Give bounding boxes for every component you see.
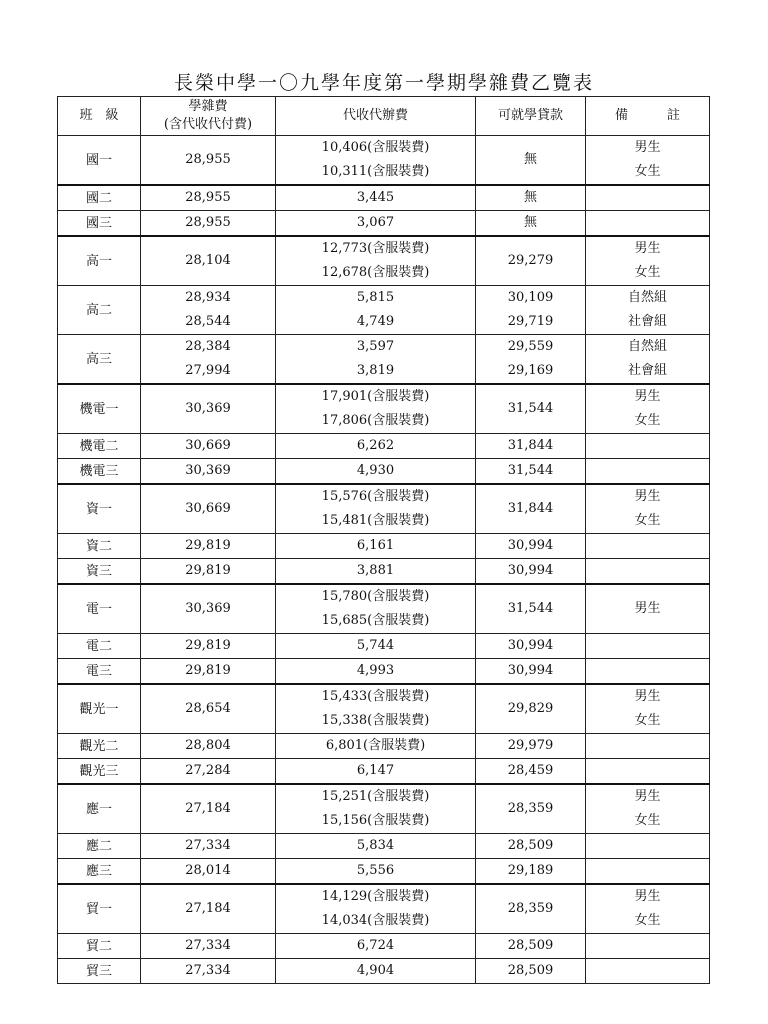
notes-cell xyxy=(586,834,710,859)
tuition-cell xyxy=(141,286,276,335)
tuition-cell xyxy=(141,834,276,859)
agency-cell-line: 3,881 xyxy=(356,563,395,578)
notes-cell-line: 女生 xyxy=(634,513,661,528)
notes-cell-line xyxy=(586,834,709,858)
table-row xyxy=(58,236,710,286)
header-row xyxy=(58,97,710,136)
agency-cell xyxy=(276,335,476,385)
agency-cell-line: 4,904 xyxy=(356,963,395,978)
table-row xyxy=(58,484,710,534)
agency-cell-line: 14,129(含服裝費) xyxy=(321,889,430,904)
loan-cell-line: 28,509 xyxy=(507,838,554,853)
table-row xyxy=(58,584,710,634)
tuition-cell-line: 28,544 xyxy=(185,314,231,329)
tuition-cell-line: 27,184 xyxy=(185,801,231,816)
loan-cell xyxy=(476,584,586,634)
class-cell: 國二 xyxy=(58,185,141,211)
notes-cell-line: 自然組 xyxy=(627,290,667,305)
loan-cell-line: 31,844 xyxy=(507,438,554,453)
agency-cell-line: 15,251(含服裝費) xyxy=(321,789,430,804)
tuition-cell xyxy=(141,884,276,934)
loan-cell xyxy=(476,859,586,885)
loan-cell xyxy=(476,634,586,659)
table-row xyxy=(58,959,710,984)
class-cell: 機電三 xyxy=(58,459,141,485)
loan-cell-line: 31,844 xyxy=(507,501,554,516)
tuition-cell xyxy=(141,335,276,385)
notes-cell xyxy=(586,384,710,434)
agency-cell-line: 15,780(含服裝費) xyxy=(321,589,430,604)
notes-cell-line xyxy=(586,734,709,758)
loan-cell-line: 30,994 xyxy=(507,638,554,653)
agency-cell-line: 5,744 xyxy=(356,638,395,653)
agency-cell-line: 15,685(含服裝費) xyxy=(321,613,430,628)
agency-cell-line: 6,147 xyxy=(356,763,395,778)
notes-cell-line: 男生 xyxy=(634,689,661,704)
notes-cell xyxy=(586,884,710,934)
notes-cell-line xyxy=(586,634,709,658)
tuition-cell xyxy=(141,211,276,237)
tuition-cell-line: 28,014 xyxy=(185,863,231,878)
agency-cell-line: 6,801(含服裝費) xyxy=(325,738,426,753)
notes-cell-line: 社會組 xyxy=(627,363,667,378)
class-cell: 高三 xyxy=(58,335,141,385)
header-agency: 代收代辦費 xyxy=(276,97,476,136)
loan-cell-line: 29,719 xyxy=(507,314,554,329)
tuition-cell-line: 28,955 xyxy=(185,215,231,230)
table-row xyxy=(58,834,710,859)
table-row xyxy=(58,759,710,785)
table-row xyxy=(58,734,710,759)
notes-cell xyxy=(586,859,710,885)
tuition-cell-line: 30,369 xyxy=(185,463,231,478)
notes-cell-line: 女生 xyxy=(634,913,661,928)
tuition-cell-line: 29,819 xyxy=(185,563,231,578)
loan-cell-line: 無 xyxy=(523,190,537,205)
agency-cell-line: 3,597 xyxy=(356,339,395,354)
notes-cell-line: 男生 xyxy=(634,489,661,504)
notes-cell xyxy=(586,459,710,485)
notes-cell-line: 男生 xyxy=(634,389,661,404)
class-cell: 資一 xyxy=(58,484,141,534)
tuition-cell-line: 28,654 xyxy=(185,701,231,716)
notes-cell xyxy=(586,185,710,211)
fee-table-body xyxy=(58,136,710,984)
loan-cell xyxy=(476,484,586,534)
notes-cell-line: 女生 xyxy=(634,164,661,179)
tuition-cell xyxy=(141,859,276,885)
header-tuition xyxy=(141,97,276,136)
tuition-cell-line: 28,384 xyxy=(185,339,231,354)
notes-cell xyxy=(586,659,710,685)
notes-cell-line xyxy=(586,659,709,683)
class-cell: 機電一 xyxy=(58,384,141,434)
tuition-cell xyxy=(141,959,276,984)
loan-cell xyxy=(476,211,586,237)
loan-cell-line: 29,189 xyxy=(507,863,554,878)
agency-cell xyxy=(276,634,476,659)
class-cell: 資三 xyxy=(58,559,141,585)
agency-cell-line: 3,067 xyxy=(356,215,395,230)
agency-cell xyxy=(276,459,476,485)
agency-cell xyxy=(276,384,476,434)
table-row xyxy=(58,684,710,734)
tuition-cell-line: 30,669 xyxy=(185,501,231,516)
tuition-cell-line: 28,104 xyxy=(185,253,231,268)
notes-cell-line xyxy=(586,559,709,583)
agency-cell xyxy=(276,286,476,335)
class-cell: 電二 xyxy=(58,634,141,659)
agency-cell-line: 4,993 xyxy=(356,663,395,678)
class-cell: 觀光三 xyxy=(58,759,141,785)
tuition-cell-line: 27,284 xyxy=(185,763,231,778)
table-row xyxy=(58,335,710,385)
loan-cell-line: 30,994 xyxy=(507,663,554,678)
tuition-cell xyxy=(141,185,276,211)
class-cell: 應二 xyxy=(58,834,141,859)
loan-cell-line: 29,559 xyxy=(507,339,554,354)
notes-cell-line xyxy=(586,759,709,783)
agency-cell xyxy=(276,534,476,559)
notes-cell xyxy=(586,211,710,237)
tuition-cell-line: 29,819 xyxy=(185,638,231,653)
agency-cell-line: 15,481(含服裝費) xyxy=(321,513,430,528)
agency-cell xyxy=(276,759,476,785)
table-row xyxy=(58,634,710,659)
loan-cell-line: 28,359 xyxy=(507,801,554,816)
notes-cell-line xyxy=(586,434,709,458)
class-cell: 應一 xyxy=(58,784,141,834)
tuition-cell-line: 30,369 xyxy=(185,401,231,416)
agency-cell-line: 3,819 xyxy=(356,363,395,378)
agency-cell xyxy=(276,584,476,634)
header-tuition-line2: (含代收代付費) xyxy=(163,117,253,132)
fee-table xyxy=(57,96,710,984)
tuition-cell xyxy=(141,434,276,459)
agency-cell xyxy=(276,659,476,685)
notes-cell xyxy=(586,534,710,559)
agency-cell xyxy=(276,484,476,534)
notes-cell-line: 男生 xyxy=(634,241,661,256)
tuition-cell-line: 29,819 xyxy=(185,663,231,678)
loan-cell xyxy=(476,534,586,559)
agency-cell-line: 4,930 xyxy=(356,463,395,478)
loan-cell xyxy=(476,185,586,211)
loan-cell xyxy=(476,286,586,335)
tuition-cell xyxy=(141,384,276,434)
agency-cell xyxy=(276,136,476,186)
class-cell: 電一 xyxy=(58,584,141,634)
agency-cell-line: 10,406(含服裝費) xyxy=(321,140,430,155)
loan-cell-line: 30,994 xyxy=(507,538,554,553)
table-row xyxy=(58,459,710,485)
tuition-cell-line: 30,669 xyxy=(185,438,231,453)
class-cell: 機電二 xyxy=(58,434,141,459)
class-cell: 觀光一 xyxy=(58,684,141,734)
notes-cell-line: 女生 xyxy=(634,713,661,728)
tuition-cell-line: 27,334 xyxy=(185,963,231,978)
notes-cell xyxy=(586,286,710,335)
tuition-cell-line: 27,184 xyxy=(185,901,231,916)
loan-cell-line: 28,509 xyxy=(507,963,554,978)
notes-cell xyxy=(586,434,710,459)
tuition-cell-line: 29,819 xyxy=(185,538,231,553)
loan-cell xyxy=(476,834,586,859)
tuition-cell xyxy=(141,759,276,785)
tuition-cell xyxy=(141,584,276,634)
notes-cell-line xyxy=(586,934,709,958)
table-row xyxy=(58,434,710,459)
loan-cell-line: 29,979 xyxy=(507,738,554,753)
notes-cell-line: 男生 xyxy=(634,889,661,904)
agency-cell-line: 6,724 xyxy=(356,938,395,953)
agency-cell-line: 12,678(含服裝費) xyxy=(321,265,430,280)
agency-cell-line: 5,815 xyxy=(356,290,395,305)
agency-cell xyxy=(276,834,476,859)
agency-cell xyxy=(276,934,476,959)
header-class: 班 級 xyxy=(58,97,141,136)
loan-cell xyxy=(476,236,586,286)
table-row xyxy=(58,859,710,885)
class-cell: 高一 xyxy=(58,236,141,286)
loan-cell-line: 31,544 xyxy=(507,463,554,478)
table-row xyxy=(58,384,710,434)
loan-cell-line: 30,109 xyxy=(507,290,554,305)
agency-cell-line: 5,834 xyxy=(356,838,395,853)
loan-cell-line: 29,279 xyxy=(507,253,554,268)
notes-cell-line: 女生 xyxy=(634,813,661,828)
notes-cell xyxy=(586,484,710,534)
header-loan: 可就學貸款 xyxy=(476,97,586,136)
loan-cell xyxy=(476,884,586,934)
table-row xyxy=(58,559,710,585)
tuition-cell-line: 28,955 xyxy=(185,190,231,205)
agency-cell-line: 17,901(含服裝費) xyxy=(321,389,430,404)
agency-cell-line: 15,338(含服裝費) xyxy=(321,713,430,728)
agency-cell-line: 17,806(含服裝費) xyxy=(321,413,430,428)
notes-cell-line: 男生 xyxy=(634,601,661,616)
notes-cell-line: 男生 xyxy=(634,789,661,804)
notes-cell-line xyxy=(586,211,709,235)
tuition-cell xyxy=(141,534,276,559)
agency-cell xyxy=(276,236,476,286)
loan-cell xyxy=(476,684,586,734)
agency-cell xyxy=(276,559,476,585)
table-row xyxy=(58,784,710,834)
tuition-cell xyxy=(141,136,276,186)
loan-cell xyxy=(476,335,586,385)
agency-cell-line: 14,034(含服裝費) xyxy=(321,913,430,928)
notes-cell-line: 女生 xyxy=(634,413,661,428)
tuition-cell xyxy=(141,684,276,734)
class-cell: 觀光二 xyxy=(58,734,141,759)
notes-cell-line xyxy=(586,859,709,883)
loan-cell xyxy=(476,659,586,685)
notes-cell xyxy=(586,335,710,385)
loan-cell-line: 無 xyxy=(523,152,537,167)
class-cell: 電三 xyxy=(58,659,141,685)
agency-cell-line: 5,556 xyxy=(356,863,395,878)
tuition-cell xyxy=(141,634,276,659)
table-row xyxy=(58,884,710,934)
tuition-cell xyxy=(141,559,276,585)
agency-cell xyxy=(276,884,476,934)
agency-cell xyxy=(276,734,476,759)
tuition-cell xyxy=(141,934,276,959)
tuition-cell xyxy=(141,659,276,685)
header-notes: 備 註 xyxy=(586,97,710,136)
loan-cell xyxy=(476,384,586,434)
agency-cell xyxy=(276,959,476,984)
notes-cell-line xyxy=(586,959,709,983)
notes-cell-line: 女生 xyxy=(634,265,661,280)
class-cell: 貿一 xyxy=(58,884,141,934)
tuition-cell xyxy=(141,459,276,485)
notes-cell xyxy=(586,784,710,834)
table-row xyxy=(58,211,710,237)
agency-cell-line: 15,576(含服裝費) xyxy=(321,489,430,504)
notes-cell-line xyxy=(586,459,709,483)
loan-cell-line: 31,544 xyxy=(507,601,554,616)
tuition-cell xyxy=(141,484,276,534)
agency-cell xyxy=(276,859,476,885)
notes-cell xyxy=(586,734,710,759)
loan-cell-line: 28,509 xyxy=(507,938,554,953)
agency-cell xyxy=(276,434,476,459)
table-row xyxy=(58,534,710,559)
notes-cell-line: 自然組 xyxy=(627,339,667,354)
agency-cell-line: 12,773(含服裝費) xyxy=(321,241,430,256)
loan-cell xyxy=(476,459,586,485)
tuition-cell xyxy=(141,784,276,834)
agency-cell-line: 6,262 xyxy=(356,438,395,453)
loan-cell xyxy=(476,959,586,984)
agency-cell xyxy=(276,211,476,237)
notes-cell xyxy=(586,759,710,785)
notes-cell-line: 社會組 xyxy=(627,314,667,329)
tuition-cell-line: 28,804 xyxy=(185,738,231,753)
class-cell: 貿三 xyxy=(58,959,141,984)
notes-cell xyxy=(586,959,710,984)
notes-cell-line xyxy=(586,186,709,210)
agency-cell-line: 15,433(含服裝費) xyxy=(321,689,430,704)
class-cell: 國三 xyxy=(58,211,141,237)
notes-cell xyxy=(586,634,710,659)
class-cell: 資二 xyxy=(58,534,141,559)
tuition-cell-line: 27,994 xyxy=(185,363,231,378)
tuition-cell xyxy=(141,734,276,759)
loan-cell xyxy=(476,734,586,759)
tuition-cell xyxy=(141,236,276,286)
tuition-cell-line: 30,369 xyxy=(185,601,231,616)
loan-cell xyxy=(476,784,586,834)
agency-cell xyxy=(276,784,476,834)
notes-cell xyxy=(586,136,710,186)
header-tuition-line1: 學雜費 xyxy=(188,99,228,114)
loan-cell xyxy=(476,434,586,459)
agency-cell xyxy=(276,684,476,734)
loan-cell-line: 29,829 xyxy=(507,701,554,716)
page-title: 長榮中學一〇九學年度第一學期學雜費乙覽表 xyxy=(173,72,594,94)
table-row xyxy=(58,934,710,959)
table-row xyxy=(58,185,710,211)
loan-cell-line: 31,544 xyxy=(507,401,554,416)
notes-cell-line xyxy=(586,534,709,558)
loan-cell xyxy=(476,136,586,186)
table-row xyxy=(58,136,710,186)
loan-cell-line: 29,169 xyxy=(507,363,554,378)
notes-cell xyxy=(586,584,710,634)
agency-cell-line: 3,445 xyxy=(356,190,395,205)
notes-cell-line: 男生 xyxy=(634,140,661,155)
loan-cell-line: 無 xyxy=(523,215,537,230)
tuition-cell-line: 28,934 xyxy=(185,290,231,305)
table-row xyxy=(58,659,710,685)
loan-cell xyxy=(476,934,586,959)
table-row xyxy=(58,286,710,335)
class-cell: 國一 xyxy=(58,136,141,186)
loan-cell xyxy=(476,559,586,585)
class-cell: 貿二 xyxy=(58,934,141,959)
loan-cell-line: 28,359 xyxy=(507,901,554,916)
agency-cell-line: 6,161 xyxy=(356,538,395,553)
loan-cell-line: 28,459 xyxy=(507,763,554,778)
agency-cell xyxy=(276,185,476,211)
tuition-cell-line: 28,955 xyxy=(185,152,231,167)
agency-cell-line: 15,156(含服裝費) xyxy=(321,813,430,828)
agency-cell-line: 10,311(含服裝費) xyxy=(321,164,430,179)
notes-cell xyxy=(586,934,710,959)
loan-cell xyxy=(476,759,586,785)
class-cell: 應三 xyxy=(58,859,141,885)
notes-cell xyxy=(586,559,710,585)
agency-cell-line: 4,749 xyxy=(356,314,395,329)
tuition-cell-line: 27,334 xyxy=(185,938,231,953)
notes-cell xyxy=(586,236,710,286)
notes-cell xyxy=(586,684,710,734)
tuition-cell-line: 27,334 xyxy=(185,838,231,853)
loan-cell-line: 30,994 xyxy=(507,563,554,578)
class-cell: 高二 xyxy=(58,286,141,335)
